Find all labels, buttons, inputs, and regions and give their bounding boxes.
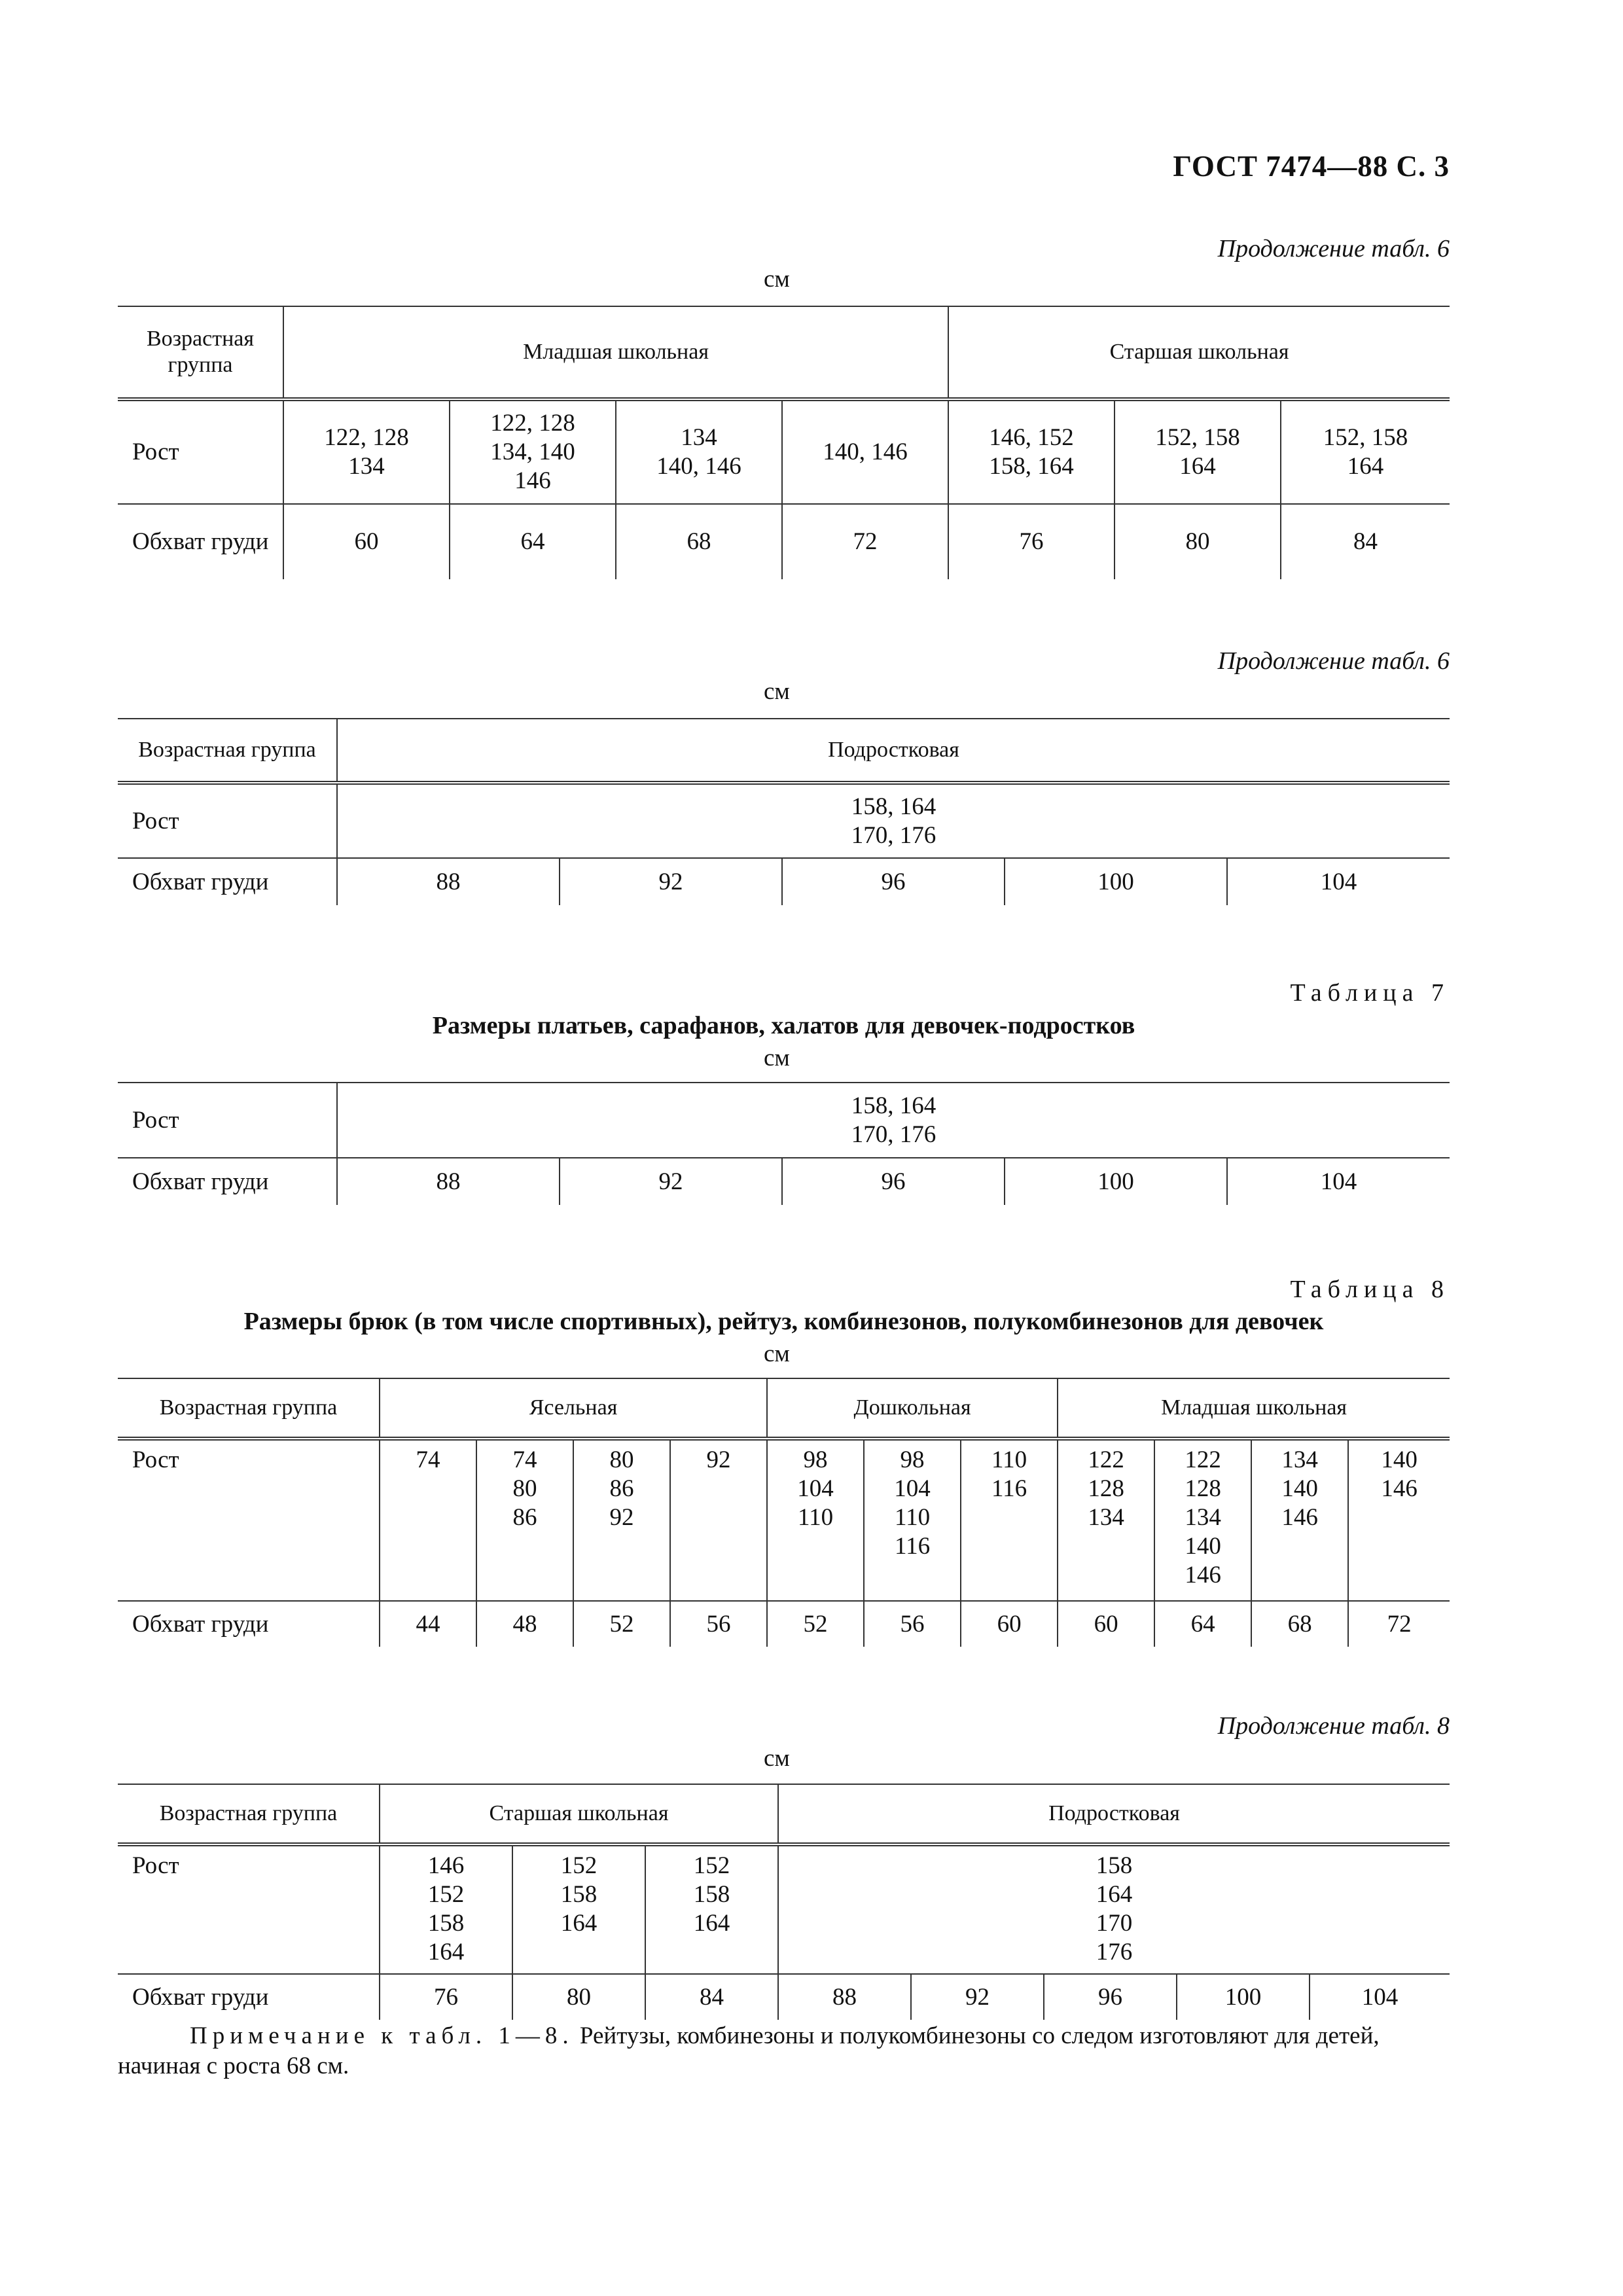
height-cell: 140, 146 bbox=[782, 399, 948, 504]
table6-unit-2: см bbox=[764, 678, 790, 705]
chest-cell: 84 bbox=[645, 1974, 778, 2020]
height-cell: 134 140 146 bbox=[1251, 1439, 1348, 1601]
height-cell: 152, 158 164 bbox=[1115, 399, 1281, 504]
row-label-chest: Обхват груди bbox=[118, 504, 283, 579]
age-group-header: Возрастная группа bbox=[118, 1784, 380, 1844]
row-label-height: Рост bbox=[118, 1439, 380, 1601]
chest-cell: 60 bbox=[283, 504, 450, 579]
row-label-height: Рост bbox=[118, 1844, 380, 1974]
table8-part2 bbox=[118, 1784, 1450, 2020]
height-cell: 110 116 bbox=[961, 1439, 1058, 1601]
height-cell: 158, 164 170, 176 bbox=[337, 783, 1450, 858]
chest-cell: 60 bbox=[961, 1601, 1058, 1647]
chest-cell: 64 bbox=[1154, 1601, 1251, 1647]
row-label-height: Рост bbox=[118, 399, 283, 504]
chest-cell: 88 bbox=[778, 1974, 911, 2020]
note-text: Рейтузы, комбинезоны и полукомбинезоны со следом изготовляют для детей, начиная с роста 68 см. bbox=[118, 2022, 1380, 2079]
table8 bbox=[118, 1378, 1450, 1647]
table-row bbox=[118, 1439, 1450, 1601]
chest-cell: 100 bbox=[1005, 1158, 1227, 1205]
row-label-chest: Обхват груди bbox=[118, 1601, 380, 1647]
age-group-header: Возрастная группа bbox=[118, 1378, 380, 1439]
table7 bbox=[118, 1082, 1450, 1205]
height-cell: 122 128 134 bbox=[1058, 1439, 1154, 1601]
row-label-chest: Обхват груди bbox=[118, 1974, 380, 2020]
chest-cell: 80 bbox=[512, 1974, 645, 2020]
chest-cell: 96 bbox=[782, 1158, 1005, 1205]
chest-cell: 56 bbox=[864, 1601, 961, 1647]
table-row bbox=[118, 1083, 1450, 1158]
height-cell: 122 128 134 140 146 bbox=[1154, 1439, 1251, 1601]
chest-cell: 92 bbox=[560, 858, 782, 905]
chest-cell: 80 bbox=[1115, 504, 1281, 579]
table6-part1 bbox=[118, 306, 1450, 579]
chest-cell: 64 bbox=[450, 504, 616, 579]
table-row bbox=[118, 1974, 1450, 2020]
group-header-nursery: Ясельная bbox=[380, 1378, 767, 1439]
table7-number: Таблица 7 bbox=[1290, 979, 1450, 1007]
table6-part2 bbox=[118, 718, 1450, 905]
chest-cell: 52 bbox=[573, 1601, 670, 1647]
height-cell: 74 80 86 bbox=[476, 1439, 573, 1601]
chest-cell: 72 bbox=[1348, 1601, 1450, 1647]
chest-cell: 88 bbox=[337, 1158, 560, 1205]
group-header-senior-school: Старшая школьная bbox=[948, 306, 1450, 399]
height-cell: 98 104 110 116 bbox=[864, 1439, 961, 1601]
table7-unit: см bbox=[764, 1045, 790, 1071]
row-label-height: Рост bbox=[118, 1083, 337, 1158]
table8-number: Таблица 8 bbox=[1290, 1276, 1450, 1303]
group-header-senior-school: Старшая школьная bbox=[380, 1784, 778, 1844]
chest-cell: 68 bbox=[616, 504, 782, 579]
table-row bbox=[118, 783, 1450, 858]
height-cell: 158, 164 170, 176 bbox=[337, 1083, 1450, 1158]
group-header-junior-school: Младшая школьная bbox=[283, 306, 948, 399]
height-cell: 122, 128 134 bbox=[283, 399, 450, 504]
row-label-height: Рост bbox=[118, 783, 337, 858]
chest-cell: 104 bbox=[1227, 858, 1450, 905]
chest-cell: 92 bbox=[560, 1158, 782, 1205]
group-header-preschool: Дошкольная bbox=[767, 1378, 1058, 1439]
height-cell: 92 bbox=[670, 1439, 767, 1601]
height-cell: 152, 158 164 bbox=[1281, 399, 1450, 504]
chest-cell: 60 bbox=[1058, 1601, 1154, 1647]
table-row bbox=[118, 504, 1450, 579]
height-cell: 80 86 92 bbox=[573, 1439, 670, 1601]
row-label-chest: Обхват груди bbox=[118, 1158, 337, 1205]
table-row bbox=[118, 1844, 1450, 1974]
chest-cell: 96 bbox=[782, 858, 1005, 905]
chest-cell: 104 bbox=[1310, 1974, 1450, 2020]
chest-cell: 44 bbox=[380, 1601, 476, 1647]
height-cell: 158 164 170 176 bbox=[778, 1844, 1450, 1974]
height-cell: 146, 152 158, 164 bbox=[948, 399, 1115, 504]
table6-unit: см bbox=[764, 266, 790, 293]
height-cell: 122, 128 134, 140 146 bbox=[450, 399, 616, 504]
height-cell: 152 158 164 bbox=[512, 1844, 645, 1974]
chest-cell: 100 bbox=[1177, 1974, 1310, 2020]
row-label-chest: Обхват груди bbox=[118, 858, 337, 905]
height-cell: 152 158 164 bbox=[645, 1844, 778, 1974]
chest-cell: 72 bbox=[782, 504, 948, 579]
chest-cell: 100 bbox=[1005, 858, 1227, 905]
table8-title: Размеры брюк (в том числе спортивных), рейтуз, комбинезонов, полукомбинезонов для девочек bbox=[243, 1308, 1324, 1335]
chest-cell: 84 bbox=[1281, 504, 1450, 579]
table-row bbox=[118, 399, 1450, 504]
height-cell: 74 bbox=[380, 1439, 476, 1601]
chest-cell: 76 bbox=[380, 1974, 512, 2020]
chest-cell: 88 bbox=[337, 858, 560, 905]
height-cell: 134 140, 146 bbox=[616, 399, 782, 504]
height-cell: 140 146 bbox=[1348, 1439, 1450, 1601]
chest-cell: 104 bbox=[1227, 1158, 1450, 1205]
page-header: ГОСТ 7474—88 С. 3 bbox=[1173, 150, 1450, 183]
table8-unit: см bbox=[764, 1340, 790, 1367]
age-group-header: Возрастная группа bbox=[118, 306, 283, 399]
chest-cell: 68 bbox=[1251, 1601, 1348, 1647]
chest-cell: 96 bbox=[1044, 1974, 1177, 2020]
height-cell: 98 104 110 bbox=[767, 1439, 864, 1601]
chest-cell: 92 bbox=[911, 1974, 1044, 2020]
table6-continuation-label-2: Продолжение табл. 6 bbox=[1217, 647, 1450, 675]
table-row bbox=[118, 1158, 1450, 1205]
group-header-junior-school: Младшая школьная bbox=[1058, 1378, 1450, 1439]
group-header-teen: Подростковая bbox=[337, 719, 1450, 783]
note-prefix: Примечание к табл. 1—8. bbox=[190, 2022, 574, 2049]
chest-cell: 56 bbox=[670, 1601, 767, 1647]
chest-cell: 52 bbox=[767, 1601, 864, 1647]
table7-title: Размеры платьев, сарафанов, халатов для девочек-подростков bbox=[432, 1012, 1135, 1039]
table6-continuation-label: Продолжение табл. 6 bbox=[1217, 235, 1450, 262]
table8-unit-2: см bbox=[764, 1745, 790, 1772]
height-cell: 146 152 158 164 bbox=[380, 1844, 512, 1974]
table-row bbox=[118, 1601, 1450, 1647]
age-group-header: Возрастная группа bbox=[118, 719, 337, 783]
table8-continuation-label: Продолжение табл. 8 bbox=[1217, 1712, 1450, 1740]
chest-cell: 48 bbox=[476, 1601, 573, 1647]
chest-cell: 76 bbox=[948, 504, 1115, 579]
group-header-teen: Подростковая bbox=[778, 1784, 1450, 1844]
table-note bbox=[118, 2021, 1450, 2081]
table-row bbox=[118, 858, 1450, 905]
